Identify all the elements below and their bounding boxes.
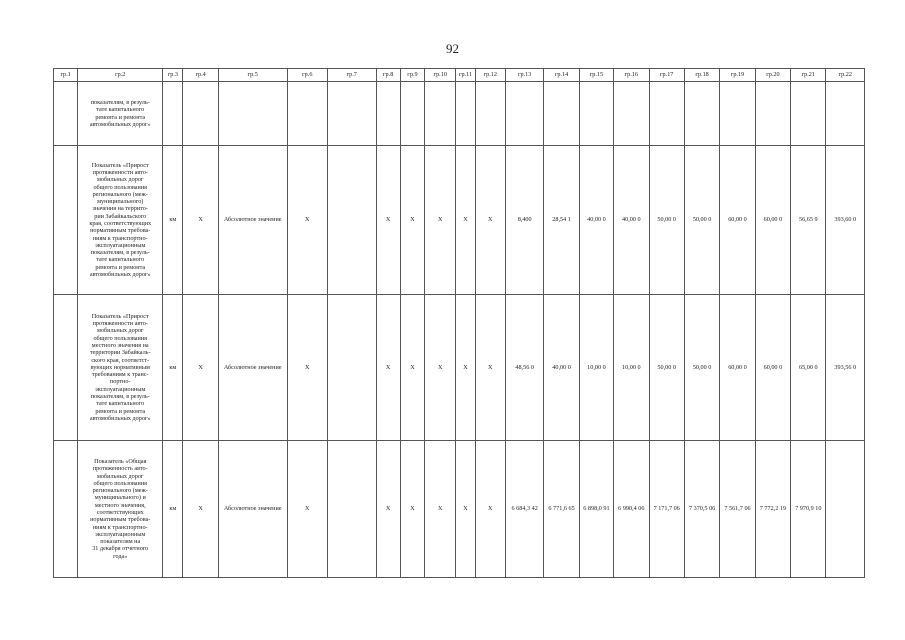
indicator-name-line: территории Забайкаль- <box>89 349 151 357</box>
table-cell: 10,00 0 <box>579 295 613 441</box>
indicator-name-line: протяженности авто- <box>92 320 148 328</box>
cell-col1 <box>54 146 78 295</box>
indicator-name-line: нормативным требова- <box>90 227 151 235</box>
table-cell: 6 684,3 42 <box>505 441 543 578</box>
indicator-name-line: края, соответствующих <box>89 220 152 227</box>
page-number: 92 <box>446 41 459 56</box>
data-table <box>53 68 865 578</box>
indicator-name-cell <box>78 146 163 295</box>
indicator-name-line: тате капитального <box>96 256 145 264</box>
table-cell: X <box>400 146 424 295</box>
indicator-name-line: Показатель «Общая <box>94 457 147 465</box>
indicator-name-line: автомобильных дорог» <box>89 271 151 279</box>
indicator-name-line: тате капитального <box>96 400 145 408</box>
table-cell <box>505 82 543 146</box>
indicator-name-line: ниям к транспортно- <box>92 523 148 531</box>
table-cell: X <box>183 295 218 441</box>
table-cell: 28,54 1 <box>544 146 579 295</box>
table-cell <box>425 82 456 146</box>
indicator-name-line: Показатель «Прирост <box>91 161 149 169</box>
indicator-name-line: Показатель «Прирост <box>91 312 149 320</box>
table-cell <box>579 82 613 146</box>
column-header: гр.10 <box>425 69 456 82</box>
table-cell: 50,00 0 <box>684 146 719 295</box>
indicator-name-line: показателям, в резуль- <box>90 393 150 401</box>
table-cell: 393,60 0 <box>826 146 865 295</box>
table-cell: 6 990,4 06 <box>614 441 649 578</box>
table-cell: X <box>475 441 505 578</box>
indicator-name-line: местного значения, <box>94 501 146 509</box>
table-cell: 40,00 0 <box>579 146 613 295</box>
column-header: гр.14 <box>544 69 579 82</box>
table-cell: 6 898,0 91 <box>579 441 613 578</box>
column-header: гр.19 <box>720 69 755 82</box>
column-header: гр.11 <box>456 69 475 82</box>
table-cell: 50,00 0 <box>649 295 684 441</box>
indicator-name-line: мобильных дорог <box>97 327 144 335</box>
table-cell: 10,00 0 <box>614 295 649 441</box>
indicator-name-line: мобильных дорог <box>97 472 144 480</box>
table-cell: X <box>287 441 327 578</box>
indicator-name-line: муниципального) <box>97 198 144 206</box>
table-cell: X <box>376 441 400 578</box>
table-cell <box>183 82 218 146</box>
indicator-name-line: эксплуатационным <box>95 385 146 393</box>
table-cell <box>755 82 790 146</box>
table-cell <box>456 82 475 146</box>
table-cell <box>475 82 505 146</box>
table-row <box>54 82 865 146</box>
column-header: гр.12 <box>475 69 505 82</box>
column-header: гр.20 <box>755 69 790 82</box>
table-body <box>54 82 865 578</box>
table-cell: 65,00 0 <box>791 295 826 441</box>
table-cell: X <box>376 295 400 441</box>
table-cell: 7 370,5 06 <box>684 441 719 578</box>
table-cell: X <box>456 295 475 441</box>
indicator-name-line: ремонта и ремонта <box>95 113 146 121</box>
table-cell: Абсолютное значение <box>218 146 287 295</box>
table-cell: 48,56 0 <box>505 295 543 441</box>
indicator-name-line: требованиям к транс- <box>91 371 149 379</box>
table-cell: X <box>376 146 400 295</box>
table-cell <box>376 82 400 146</box>
table-cell: 56,65 9 <box>791 146 826 295</box>
indicator-name-line: соответствующих <box>96 509 144 516</box>
indicator-name-cell <box>78 82 163 146</box>
table-cell: X <box>400 295 424 441</box>
column-header: гр.8 <box>376 69 400 82</box>
table-cell <box>287 82 327 146</box>
indicator-name-line: муниципального) и <box>94 494 146 502</box>
indicator-name-line: значения на террито- <box>92 205 148 213</box>
indicator-name-line: рии Забайкальского <box>94 212 147 220</box>
column-header: гр.18 <box>684 69 719 82</box>
column-header: гр.21 <box>791 69 826 82</box>
table-cell: 40,00 0 <box>544 295 579 441</box>
indicator-name-line: 31 декабря отчетного <box>92 545 149 553</box>
table-cell <box>684 82 719 146</box>
indicator-name-line: ремонта и ремонта <box>95 263 146 271</box>
indicator-name-cell <box>78 295 163 441</box>
column-header: гр.1 <box>54 69 78 82</box>
table-cell: Абсолютное значение <box>218 441 287 578</box>
table-cell <box>163 82 183 146</box>
table-cell <box>791 82 826 146</box>
column-header: гр.15 <box>579 69 613 82</box>
column-header: гр.5 <box>218 69 287 82</box>
table-cell: 50,00 0 <box>684 295 719 441</box>
indicator-name-line: портно- <box>109 378 131 386</box>
header-row <box>54 69 865 82</box>
indicator-name-line: вующих нормативным <box>90 363 150 371</box>
column-header: гр.2 <box>78 69 163 82</box>
table-cell: км <box>163 295 183 441</box>
table-cell: X <box>287 295 327 441</box>
table-cell: 8,400 <box>505 146 543 295</box>
indicator-name-line: местного значения на <box>91 341 149 349</box>
table-cell: км <box>163 441 183 578</box>
column-header: гр.3 <box>163 69 183 82</box>
column-header: гр.17 <box>649 69 684 82</box>
table-cell: X <box>475 146 505 295</box>
indicator-name-line: общего пользования <box>93 183 148 191</box>
table-cell <box>826 82 865 146</box>
indicator-name-cell <box>78 441 163 578</box>
table-cell: X <box>456 441 475 578</box>
cell-col1 <box>54 441 78 578</box>
indicator-name-line: протяженность авто- <box>92 465 148 473</box>
table-cell: 60,00 0 <box>720 295 755 441</box>
indicator-name-line: регионального (меж- <box>92 487 148 495</box>
table-cell <box>720 82 755 146</box>
indicator-name-line: года» <box>113 552 128 560</box>
indicator-name-line: эксплуатационным <box>95 530 146 538</box>
table-cell: км <box>163 146 183 295</box>
table-cell: 7 772,2 19 <box>755 441 790 578</box>
table-cell: X <box>456 146 475 295</box>
table-cell: X <box>183 441 218 578</box>
indicator-name-line: ремонта и ремонта <box>95 407 146 415</box>
indicator-name-line: общего пользования <box>93 334 148 342</box>
indicator-name-line: автомобильных дорог» <box>89 120 151 128</box>
indicator-name-line: показателям, в резуль- <box>90 249 150 257</box>
indicator-name-line: общего пользования <box>93 479 148 487</box>
indicator-name-line: показателям, в резуль- <box>90 98 150 106</box>
table-cell: X <box>183 146 218 295</box>
column-header: гр.22 <box>826 69 865 82</box>
table-cell: Абсолютное значение <box>218 295 287 441</box>
table-cell <box>614 82 649 146</box>
cell-col1 <box>54 82 78 146</box>
table-cell <box>400 82 424 146</box>
table-cell: 393,56 0 <box>826 295 865 441</box>
table-cell <box>544 82 579 146</box>
table-cell: 40,00 0 <box>614 146 649 295</box>
table-cell: X <box>475 295 505 441</box>
table-row <box>54 441 865 578</box>
table-cell: 7 970,9 10 <box>791 441 826 578</box>
indicator-name-line: протяженности авто- <box>92 168 148 176</box>
indicator-name-line: ниям к транспортно- <box>92 234 148 242</box>
table-cell: 6 771,6 65 <box>544 441 579 578</box>
table-cell: X <box>425 295 456 441</box>
table-cell: X <box>425 441 456 578</box>
table-cell: X <box>400 441 424 578</box>
indicator-name-line: регионального (меж- <box>92 190 148 198</box>
table-cell <box>328 82 377 146</box>
indicator-name-line: эксплуатационным <box>95 241 146 249</box>
table-cell: X <box>425 146 456 295</box>
cell-col1 <box>54 295 78 441</box>
table-cell <box>328 441 377 578</box>
column-header: гр.6 <box>287 69 327 82</box>
column-header: гр.9 <box>400 69 424 82</box>
table-cell: 60,00 0 <box>755 295 790 441</box>
column-header: гр.13 <box>505 69 543 82</box>
indicator-name-line: тате капитального <box>96 106 145 114</box>
table-row <box>54 146 865 295</box>
table-cell: 60,00 0 <box>755 146 790 295</box>
table-row <box>54 295 865 441</box>
table-cell <box>826 441 865 578</box>
table-cell <box>328 146 377 295</box>
table-cell: 7 561,7 06 <box>720 441 755 578</box>
table-cell: 50,00 0 <box>649 146 684 295</box>
table-cell: X <box>287 146 327 295</box>
table-cell <box>218 82 287 146</box>
column-header: гр.4 <box>183 69 218 82</box>
table-cell: 60,00 0 <box>720 146 755 295</box>
indicator-name-line: мобильных дорог <box>97 176 144 184</box>
table-cell <box>328 295 377 441</box>
column-header: гр.7 <box>328 69 377 82</box>
table-cell <box>649 82 684 146</box>
column-header: гр.16 <box>614 69 649 82</box>
indicator-name-line: показателям на <box>100 538 141 546</box>
indicator-name-line: автомобильных дорог» <box>89 414 151 422</box>
indicator-name-line: ского края, соответст- <box>91 356 150 364</box>
table-cell: 7 171,7 06 <box>649 441 684 578</box>
indicator-name-line: нормативным требова- <box>90 516 151 524</box>
